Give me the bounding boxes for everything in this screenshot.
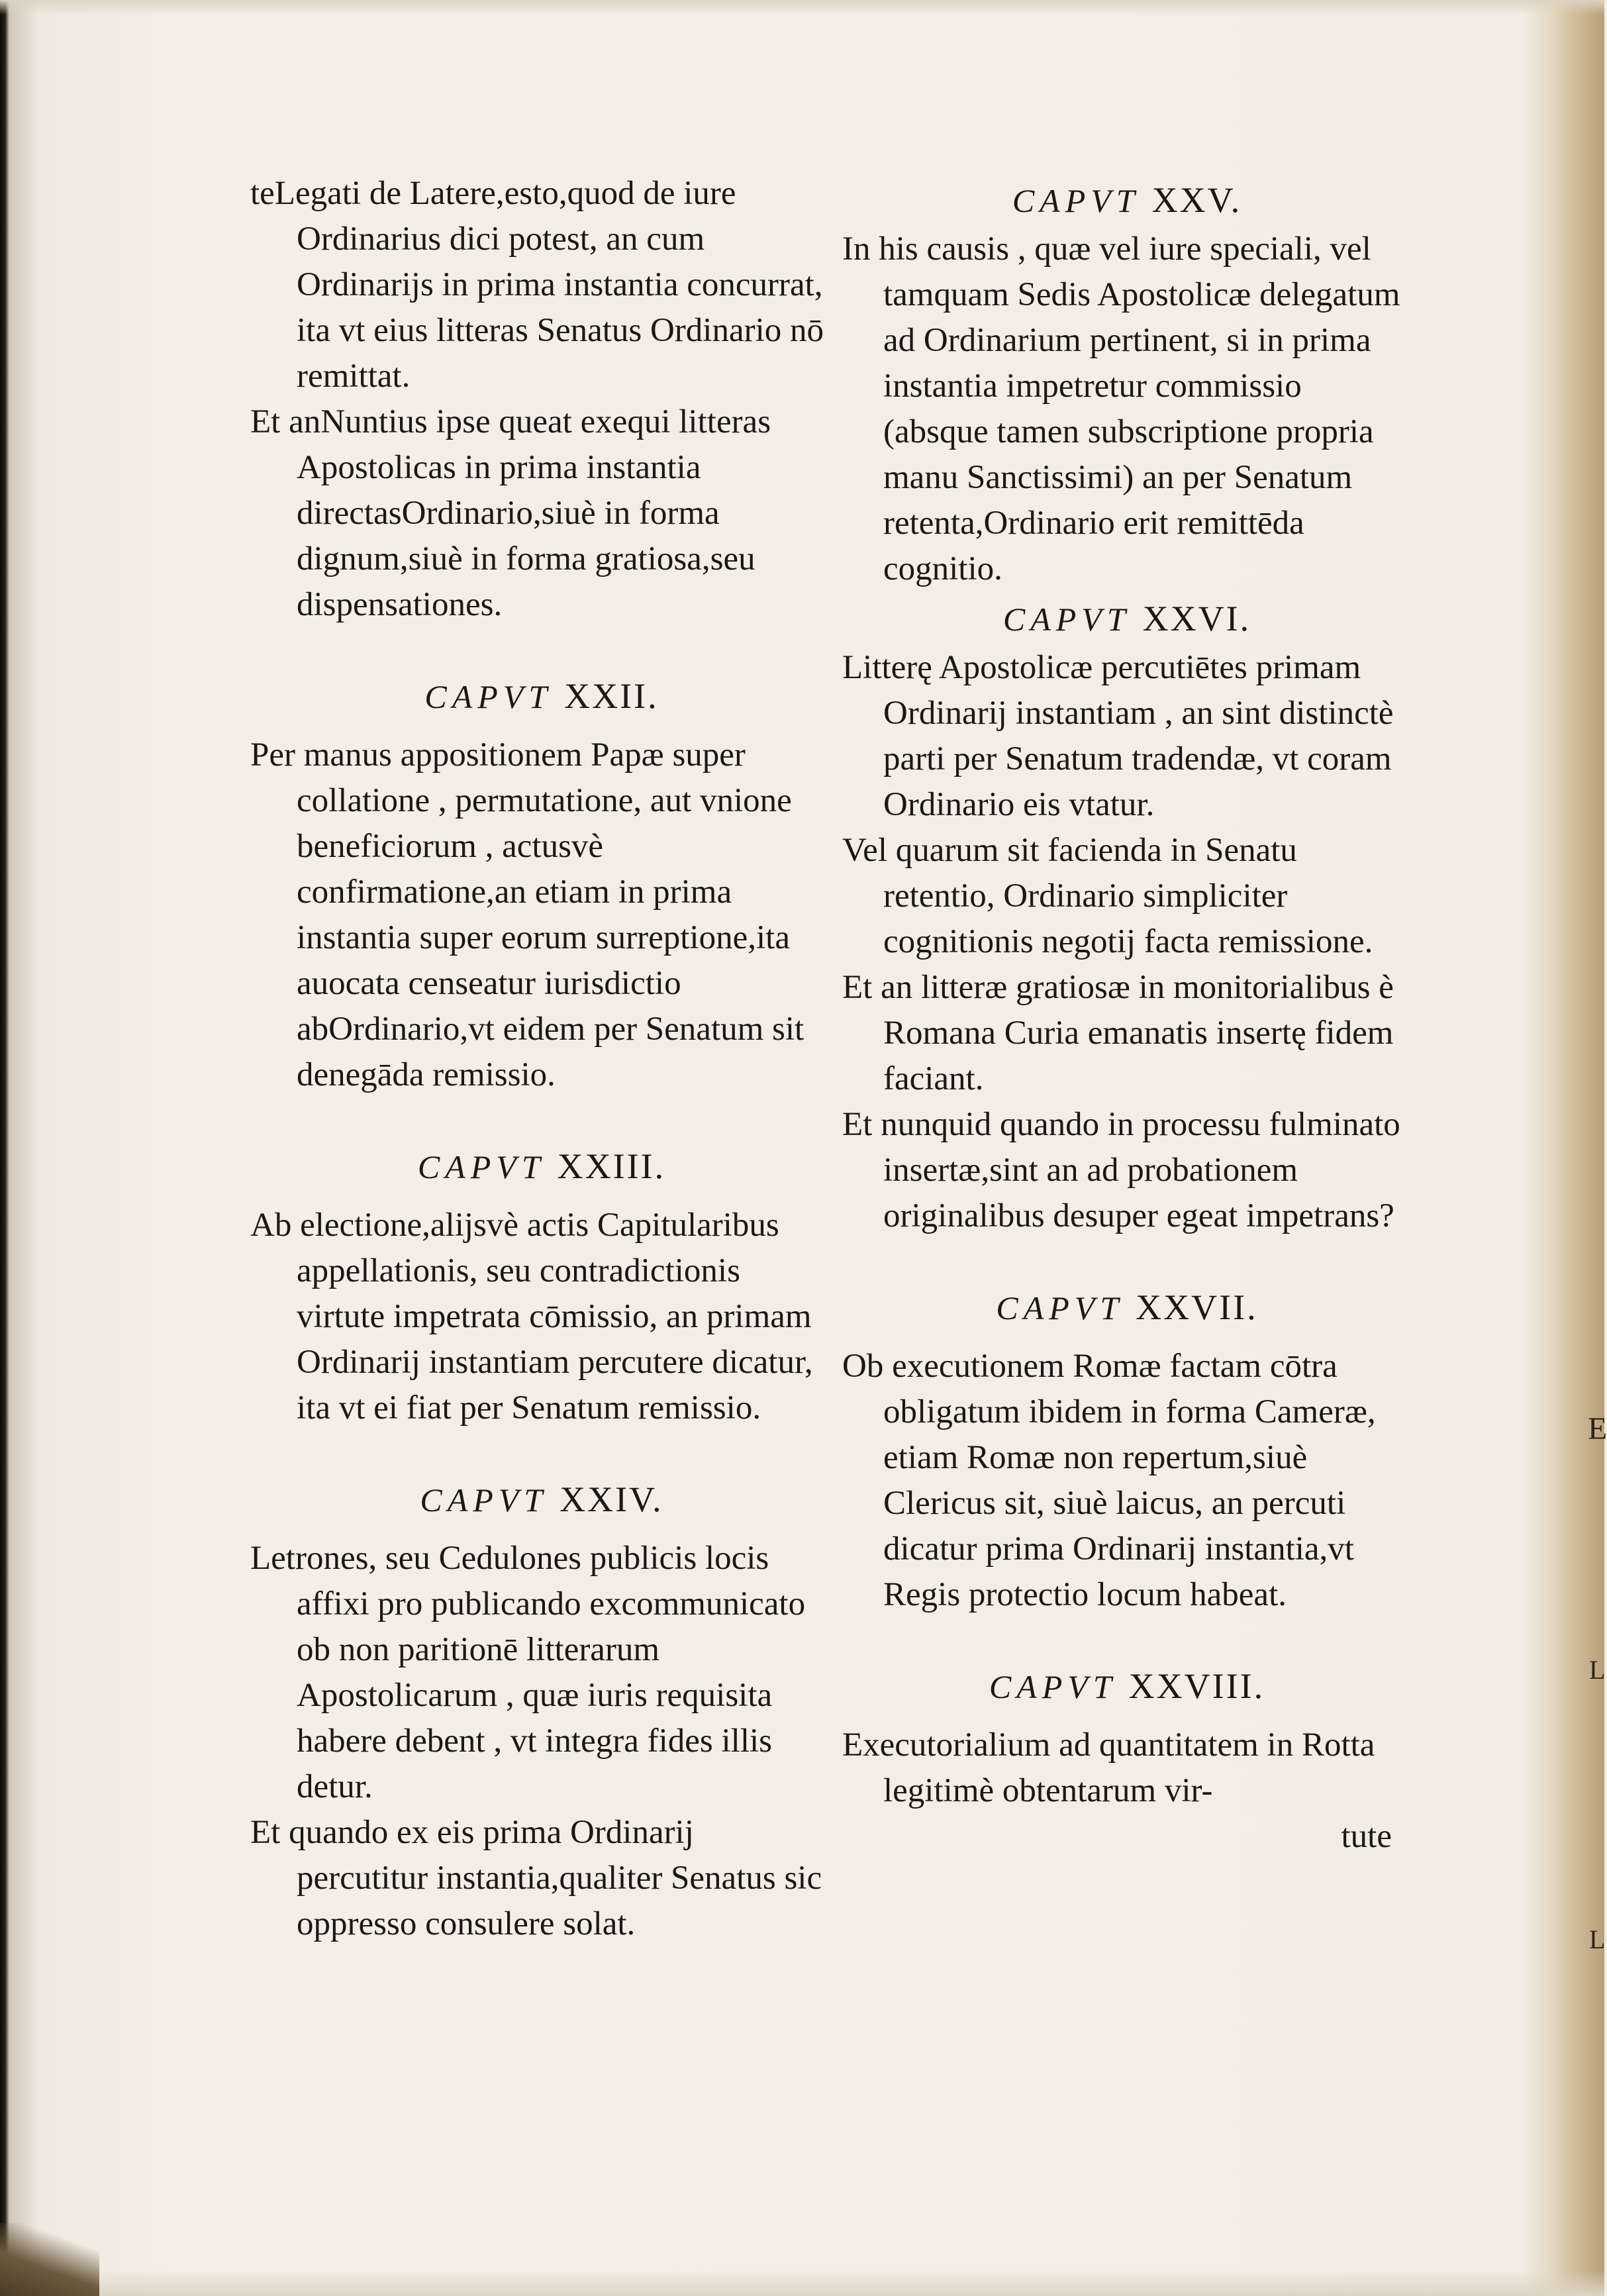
- chapter-27-text: Ob executionem Romæ factam cōtra obligatum ibidem in forma Cameræ, etiam Romæ non repertum,siuè Clericus sit, siuè laicus, an percuti dicatur prima Ordinarij instantia,vt Regis protectio locum habeat.: [842, 1348, 1376, 1613]
- left-column: [250, 171, 833, 1947]
- caput-word: CAPVT: [420, 1481, 548, 1519]
- page-top-edge: [0, 0, 1604, 15]
- chapter-number: XXII.: [564, 676, 659, 716]
- page-bottom-edge: [0, 2270, 1604, 2296]
- chapter-22-text: Per manus appositionem Papæ super collatione , permutatione, aut vnione beneficiorum , actusvè confirmatione,an etiam in prima instantia super eorum surreptione,ita auocata censeatur iurisdictio abOrdinario,vt eidem per Senatum sit denegāda remissio.: [250, 736, 804, 1093]
- caput-word: CAPVT: [424, 678, 553, 715]
- chapter-heading-24: [250, 1463, 833, 1536]
- catchword: tute: [1341, 1818, 1392, 1855]
- chapter-number: XXIII.: [557, 1146, 666, 1186]
- chapter-26-text: Litterę Apostolicæ percutiētes primam Ordinarij instantiam , an sint distinctè parti per Senatum tradendæ, vt coram Ordinario eis vtatur.: [842, 649, 1394, 823]
- caput-word: CAPVT: [996, 1289, 1124, 1326]
- right-column: [842, 174, 1412, 1860]
- chapter-number: XXVI.: [1142, 599, 1251, 638]
- chapter-26-text-2: Vel quarum sit facienda in Senatu retentio, Ordinario simpliciter cognitionis negotij facta remissione.: [842, 832, 1373, 960]
- chapter-28-text: Executorialium ad quantitatem in Rotta legitimè obtentarum vir-: [842, 1726, 1375, 1809]
- chapter-number: XXIV.: [560, 1479, 663, 1519]
- chapter-25-text: In his causis , quæ vel iure speciali, vel tamquam Sedis Apostolicæ delegatum ad Ordinarium pertinent, si in prima instantia impetretur commissio (absque tamen subscriptione propria manu Sanctissimi) an per Senatum retenta,Ordinario erit remittēda cognitio.: [842, 230, 1400, 587]
- chapter-26-text-4: Et nunquid quando in processu fulminato insertæ,sint an ad probationem originalibus desuper egeat impetrans?: [842, 1106, 1400, 1234]
- intro-paragraph-2: Et anNuntius ipse queat exequi litteras Apostolicas in prima instantia directasOrdinario,siuè in forma dignum,siuè in forma gratiosa,seu dispensationes.: [250, 403, 771, 623]
- caput-word: CAPVT: [989, 1668, 1117, 1705]
- intro-paragraph: teLegati de Latere,esto,quod de iure Ordinarius dici potest, an cum Ordinarijs in prima instantia concurrat, ita vt eius litteras Senatus Ordinario nō remittat.: [250, 175, 824, 395]
- caput-word: CAPVT: [1012, 182, 1140, 219]
- chapter-24-text: Letrones, seu Cedulones publicis locis affixi pro publicando excommunicato ob non paritionē litterarum Apostolicarum , quæ iuris requisita habere debent , vt integra fides illis detur.: [250, 1540, 806, 1805]
- margin-bleed-mark: L: [1589, 1924, 1606, 1954]
- chapter-heading-28: [842, 1650, 1412, 1722]
- chapter-heading-22: [250, 660, 833, 732]
- chapter-number: XXV.: [1151, 180, 1242, 220]
- chapter-26-text-3: Et an litteræ gratiosæ in monitorialibus è Romana Curia emanatis insertę fidem faciant.: [842, 969, 1394, 1097]
- margin-bleed-mark: E: [1588, 1411, 1607, 1446]
- chapter-number: XXVII.: [1136, 1287, 1258, 1327]
- chapter-heading-25: [842, 174, 1412, 226]
- chapter-heading-27: [842, 1271, 1412, 1344]
- chapter-24-text-2: Et quando ex eis prima Ordinarij percutitur instantia,qualiter Senatus sic oppresso consulere solat.: [250, 1814, 822, 1942]
- caput-word: CAPVT: [1002, 601, 1131, 638]
- page-corner-shadow: [0, 2223, 99, 2296]
- caput-word: CAPVT: [417, 1148, 546, 1185]
- chapter-number: XXVIII.: [1128, 1666, 1265, 1706]
- chapter-heading-23: [250, 1130, 833, 1203]
- chapter-23-text: Ab electione,alijsvè actis Capitularibus appellationis, seu contradictionis virtute impetrata cōmissio, an primam Ordinarij instantiam percutere dicatur, ita vt ei fiat per Senatum remissio.: [250, 1207, 813, 1426]
- margin-bleed-mark: L: [1589, 1655, 1606, 1685]
- chapter-heading-26: [842, 592, 1412, 645]
